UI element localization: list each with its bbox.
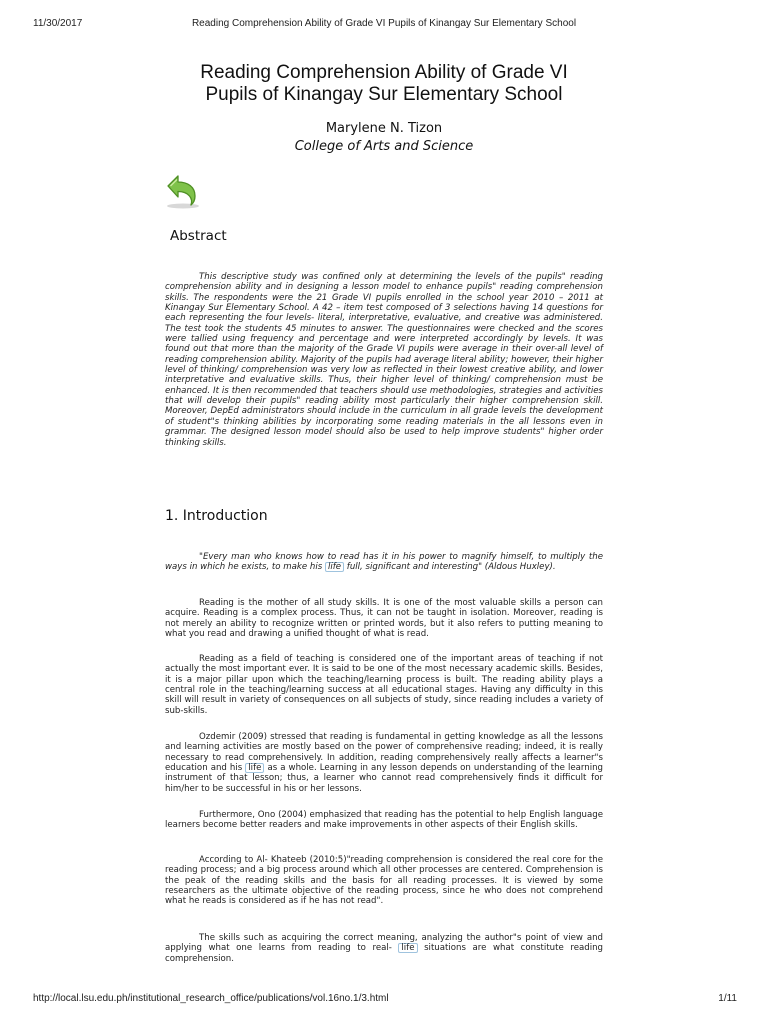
life-link[interactable]: life bbox=[398, 943, 417, 953]
intro-paragraph-3 bbox=[165, 732, 603, 794]
intro-paragraph-6-start: The skills such as acquiring the correct meaning, analyzing the author"s point of view and applying what one learns from reading to real- bbox=[165, 933, 603, 954]
print-url: http://local.lsu.edu.ph/institutional_research_office/publications/vol.16no.1/3.html bbox=[33, 993, 389, 1004]
intro-paragraph-4: Furthermore, Ono (2004) emphasized that reading has the potential to help English language learners become better readers and make improvements in other aspects of their English skills. bbox=[165, 810, 603, 831]
intro-paragraph-1: Reading is the mother of all study skills. It is one of the most valuable skills a person can acquire. Reading is a complex process. Thus, it can not be taught in isolation. Moreover, reading is not merely an ability to recognize written or printed words, but it also refers to putting meaning to what you read and drawing a unified thought of what is read. bbox=[165, 598, 603, 640]
author-college: College of Arts and Science bbox=[294, 139, 474, 154]
author-block bbox=[0, 120, 768, 156]
intro-paragraph-6-end: situations are what constitute reading comprehension. bbox=[165, 943, 603, 964]
intro-paragraph-3-start: Ozdemir (2009) stressed that reading is fundamental in getting knowledge as all the lessons and learning activities are mostly based on the power of comprehensive reading; indeed, it is really necessary to read comprehensively. In addition, reading comprehensively really affects a learner"s education and his bbox=[165, 732, 603, 774]
intro-paragraph-5: According to Al- Khateeb (2010:5)"reading comprehension is considered the real core for the reading process; and a big process around which all other processes are centered. Comprehension is the peak of the reading skills and the basis for all reading processes. It is viewed by some researchers as the ultimate objective of the reading process, since he who does not comprehend what he reads is considered as if he has not read". bbox=[165, 855, 603, 907]
abstract-heading: Abstract bbox=[170, 228, 227, 244]
article-title-line-1: Reading Comprehension Ability of Grade VI bbox=[200, 62, 568, 83]
life-link[interactable]: life bbox=[245, 763, 264, 773]
article-title bbox=[0, 62, 768, 106]
article-title-line-2: Pupils of Kinangay Sur Elementary School bbox=[205, 84, 563, 105]
print-date: 11/30/2017 bbox=[33, 18, 83, 29]
intro-quote-text-start: "Every man who knows how to read has it in his power to magnify himself, to multiply the ways in which he exists, to make his bbox=[165, 552, 603, 573]
print-page-number: 1/11 bbox=[718, 993, 737, 1004]
author-name: Marylene N. Tizon bbox=[325, 121, 443, 136]
abstract-text: This descriptive study was confined only at determining the levels of the pupils" reading comprehension ability and in designing a lesson model to enhance pupils" reading comprehension skills. The respondents were the 21 Grade VI pupils enrolled in the school year 2010 – 2011 at Kinangay Sur Elementary School. A 42 – item test composed of 3 selections having 14 questions for each representing the four levels- literal, interpretative, evaluative, and creative was administered. The test took the students 45 minutes to answer. The questionnaires were checked and the scores were tallied using frequency and percentage and were interpreted accordingly by levels. It was found out that more than the majority of the Grade VI pupils were average in their over-all level of reading comprehension ability. Majority of the pupils had average literal ability; however, their higher level of thinking/ comprehension was very low as reflected in their lowest creative ability, and lower interpretative and evaluative skills. Thus, their higher level of thinking/ comprehension must be enhanced. It is then recommended that teachers should use methodologies, strategies and activities that will develop their pupils" reading ability most particularly their higher comprehension skill. Moreover, DepEd administrators should include in the curriculum in all grade levels the development of student"s thinking abilities by incorporating some reading materials in the all lessons even in grammar. The designed lesson model should also be used to help improve students" higher order thinking skills. bbox=[165, 272, 603, 448]
intro-paragraph-2: Reading as a field of teaching is considered one of the important areas of teaching if not actually the most important ever. It is said to be one of the most necessary academic skills. Besides, it is a major pillar upon which the teaching/learning process is built. The reading ability plays a central role in the teaching/learning success at all educational stages. Having any difficulty in this skill will result in variety of consequences on all subjects of study, since reading includes a variety of sub-skills. bbox=[165, 654, 603, 716]
intro-paragraph-6 bbox=[165, 933, 603, 964]
introduction-heading: 1. Introduction bbox=[165, 508, 268, 524]
life-link[interactable]: life bbox=[325, 562, 344, 572]
print-header bbox=[0, 18, 768, 32]
intro-quote-text-end: full, significant and interesting" (Aldous Huxley). bbox=[344, 562, 556, 573]
print-footer bbox=[0, 993, 768, 1007]
print-page-title: Reading Comprehension Ability of Grade VI Pupils of Kinangay Sur Elementary School bbox=[191, 18, 577, 29]
intro-paragraph-3-end: as a whole. Learning in any lesson depends on understanding of the learning instrument of that lesson; thus, a learner who cannot read comprehensively finds it difficult for him/her to be successful in his or her lessons. bbox=[165, 763, 604, 794]
back-arrow-icon[interactable] bbox=[164, 172, 200, 210]
intro-quote bbox=[165, 552, 603, 573]
